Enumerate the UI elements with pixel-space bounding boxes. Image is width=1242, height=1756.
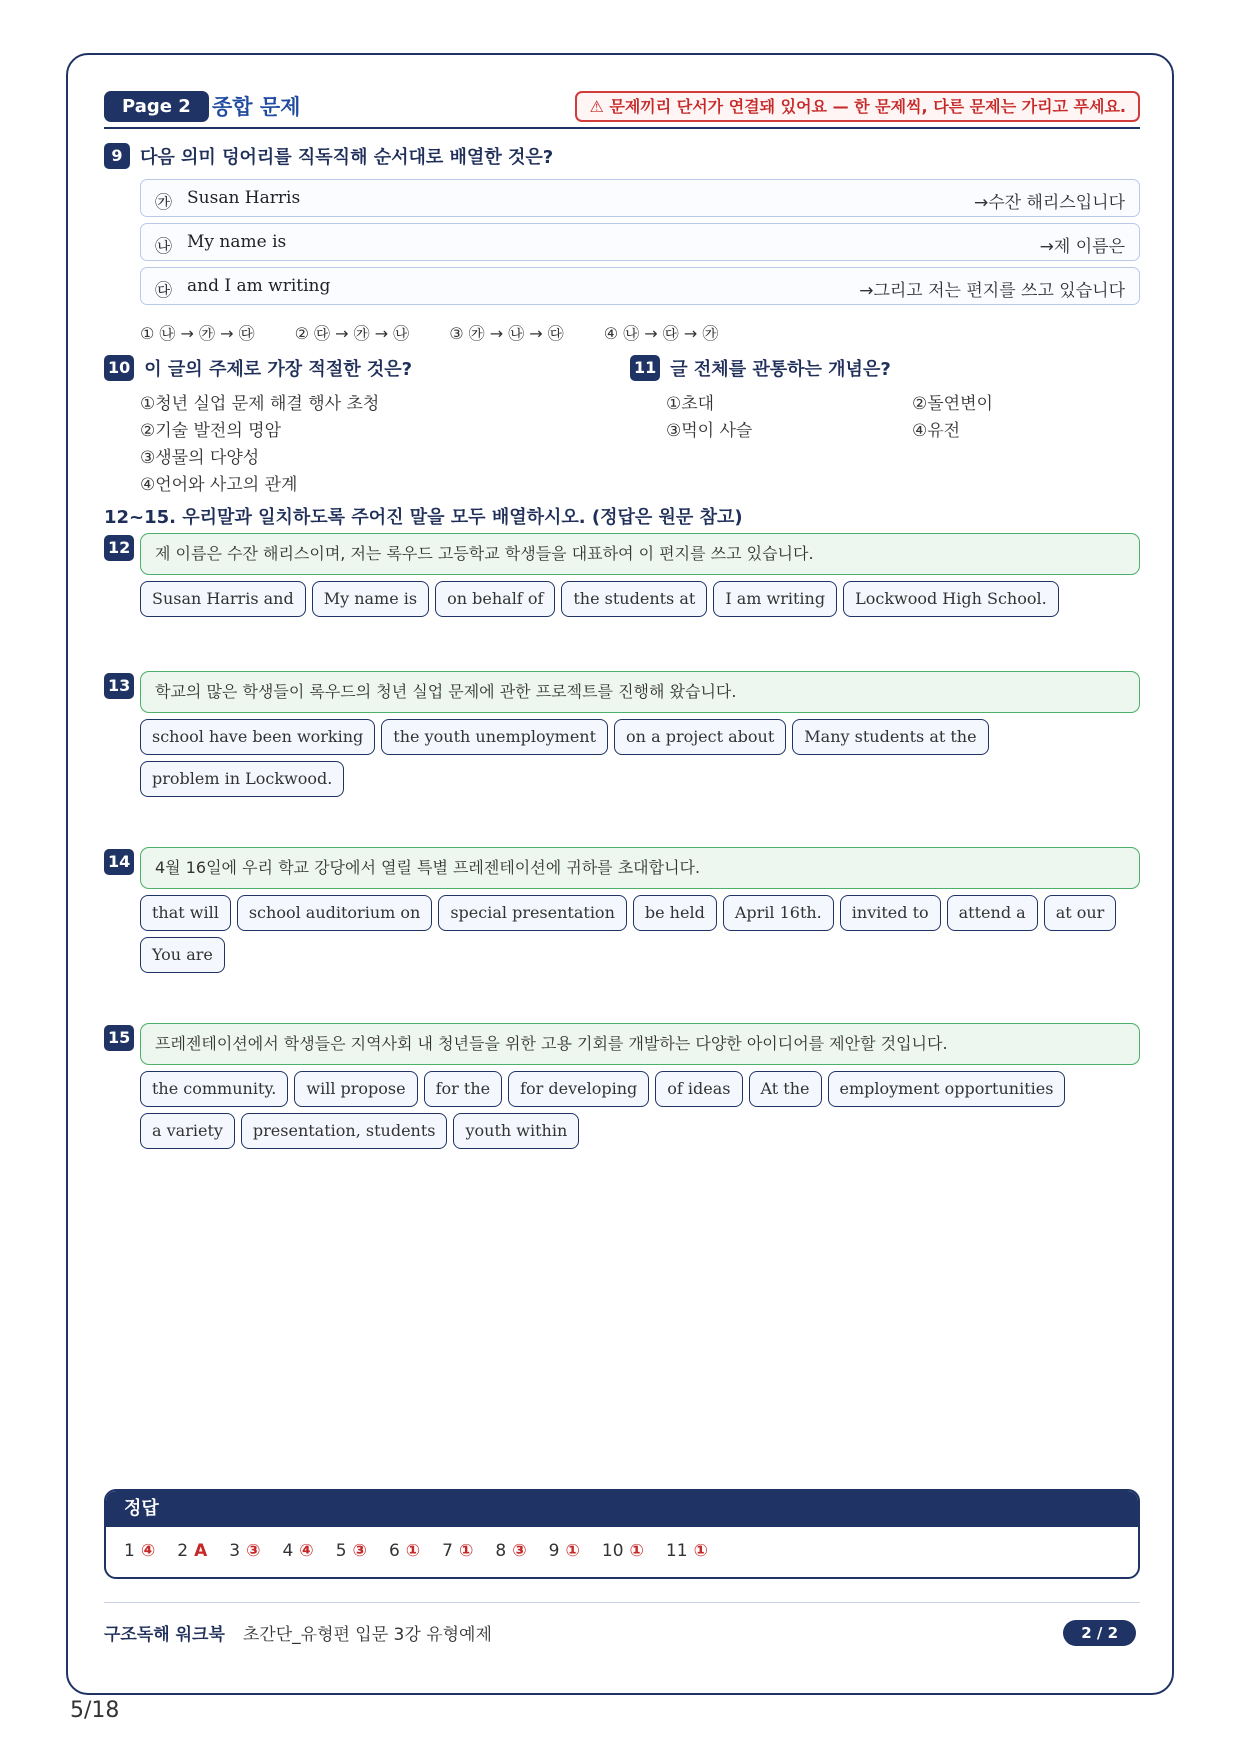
- word-chip[interactable]: At the: [749, 1071, 822, 1107]
- question-text: 이 글의 주제로 가장 적절한 것은?: [144, 359, 413, 380]
- question-number: 10: [104, 355, 134, 381]
- chunk-row: [140, 179, 1140, 217]
- chunk-korean: →수잔 해리스입니다: [973, 193, 1125, 213]
- answer-value: A: [194, 1541, 208, 1561]
- word-chip[interactable]: My name is: [312, 581, 429, 617]
- footer-brand: 구조독해 워크북: [104, 1625, 225, 1645]
- option-4[interactable]: ④유전: [912, 421, 961, 441]
- word-chip[interactable]: that will: [140, 895, 231, 931]
- answer-value: ④: [140, 1541, 156, 1561]
- answer-item: [124, 1541, 155, 1561]
- word-chip[interactable]: youth within: [453, 1113, 579, 1149]
- word-chip[interactable]: for the: [424, 1071, 503, 1107]
- option-1[interactable]: ① ㉯ → ㉮ → ㉰: [140, 324, 255, 343]
- option-4[interactable]: ④언어와 사고의 관계: [140, 475, 298, 495]
- answer-number: 2: [177, 1541, 189, 1561]
- question-number: 9: [104, 143, 130, 169]
- word-chip[interactable]: Many students at the: [792, 719, 988, 755]
- answer-item: [495, 1541, 526, 1561]
- answer-number: 4: [282, 1541, 294, 1561]
- answer-number: 11: [665, 1541, 688, 1561]
- option-2[interactable]: ②돌연변이: [912, 394, 993, 414]
- question-number: 13: [104, 673, 134, 699]
- word-chip[interactable]: problem in Lockwood.: [140, 761, 344, 797]
- footer-divider: [104, 1602, 1140, 1603]
- section-title: 12~15. 우리말과 일치하도록 주어진 말을 모두 배열하시오. (정답은 원문 참고): [104, 507, 743, 528]
- answer-number: 5: [335, 1541, 347, 1561]
- question-9-options: [140, 321, 718, 344]
- word-chip[interactable]: attend a: [947, 895, 1038, 931]
- answer-number: 3: [229, 1541, 241, 1561]
- answer-number: 8: [495, 1541, 507, 1561]
- chunk-english: Susan Harris: [187, 188, 301, 208]
- word-chip[interactable]: the students at: [561, 581, 707, 617]
- answer-item: [549, 1541, 580, 1561]
- question-text: 다음 의미 덩어리를 직독직해 순서대로 배열한 것은?: [140, 147, 554, 168]
- word-chip[interactable]: on behalf of: [435, 581, 555, 617]
- page-badge: Page 2: [104, 91, 209, 122]
- answer-value: ③: [512, 1541, 527, 1561]
- chunk-row: [140, 223, 1140, 261]
- answer-key-title: 정답: [106, 1491, 1138, 1527]
- answer-value: ①: [565, 1541, 580, 1561]
- question-number: 11: [630, 355, 660, 381]
- question-number: 12: [104, 535, 134, 561]
- page-title: 종합 문제: [212, 95, 301, 119]
- word-chips: [140, 895, 1150, 973]
- answer-number: 6: [388, 1541, 400, 1561]
- word-chip[interactable]: invited to: [840, 895, 941, 931]
- footer-text: [104, 1620, 492, 1645]
- answer-value: ④: [299, 1541, 314, 1561]
- page-counter: 5/18: [70, 1698, 120, 1723]
- word-chip[interactable]: school have been working: [140, 719, 375, 755]
- option-2[interactable]: ②기술 발전의 명암: [140, 421, 282, 441]
- word-chip[interactable]: the youth unemployment: [381, 719, 608, 755]
- word-chip[interactable]: special presentation: [438, 895, 627, 931]
- word-chip[interactable]: presentation, students: [241, 1113, 448, 1149]
- chunk-korean: →제 이름은: [1039, 237, 1125, 257]
- chunk-mark: ㉰: [155, 281, 172, 301]
- word-chip[interactable]: employment opportunities: [828, 1071, 1066, 1107]
- question-10-header: [104, 355, 412, 381]
- word-chip[interactable]: the community.: [140, 1071, 288, 1107]
- chunk-mark: ㉮: [155, 193, 172, 213]
- answer-item: [282, 1541, 313, 1561]
- answer-value: ③: [352, 1541, 367, 1561]
- word-chip[interactable]: Lockwood High School.: [843, 581, 1059, 617]
- option-3[interactable]: ③생물의 다양성: [140, 448, 260, 468]
- question-11-header: [630, 355, 891, 381]
- answer-item: [389, 1541, 420, 1561]
- option-3[interactable]: ③먹이 사슬: [666, 421, 753, 441]
- answer-value: ③: [246, 1541, 261, 1561]
- chunk-english: My name is: [187, 232, 287, 252]
- answer-item: [602, 1541, 644, 1561]
- answer-list: [106, 1527, 1138, 1561]
- answer-number: 1: [124, 1541, 135, 1561]
- korean-sentence-box: 제 이름은 수잔 해리스이며, 저는 록우드 고등학교 학생들을 대표하여 이 편지를 쓰고 있습니다.: [140, 533, 1140, 575]
- warning-banner: ⚠ 문제끼리 단서가 연결돼 있어요 — 한 문제씩, 다른 문제는 가리고 푸세요.: [575, 91, 1140, 122]
- korean-sentence-box: 학교의 많은 학생들이 록우드의 청년 실업 문제에 관한 프로젝트를 진행해 왔습니다.: [140, 671, 1140, 713]
- option-3[interactable]: ③ ㉮ → ㉯ → ㉰: [449, 324, 564, 343]
- answer-value: ①: [405, 1541, 421, 1561]
- option-1[interactable]: ①초대: [666, 394, 715, 414]
- word-chip[interactable]: Susan Harris and: [140, 581, 306, 617]
- answer-value: ①: [629, 1541, 644, 1561]
- word-chip[interactable]: be held: [633, 895, 717, 931]
- chunk-row: [140, 267, 1140, 305]
- question-9-header: [104, 143, 553, 169]
- answer-item: [336, 1541, 367, 1561]
- word-chips: [140, 719, 1150, 797]
- question-number: 14: [104, 849, 134, 875]
- word-chip[interactable]: a variety: [140, 1113, 235, 1149]
- answer-number: 7: [442, 1541, 453, 1561]
- word-chips: [140, 581, 1150, 617]
- word-chip[interactable]: will propose: [294, 1071, 417, 1107]
- korean-sentence-box: 4월 16일에 우리 학교 강당에서 열릴 특별 프레젠테이션에 귀하를 초대합니다.: [140, 847, 1140, 889]
- footer-page-badge: 2 / 2: [1063, 1620, 1136, 1646]
- word-chip[interactable]: on a project about: [614, 719, 786, 755]
- word-chip[interactable]: You are: [140, 937, 225, 973]
- chunk-korean: →그리고 저는 편지를 쓰고 있습니다: [859, 281, 1125, 301]
- footer-subtitle: 초간단_유형편 입문 3강 유형예제: [242, 1625, 492, 1645]
- chunk-mark: ㉯: [155, 237, 172, 257]
- answer-number: 10: [601, 1541, 624, 1561]
- word-chips: [140, 1071, 1150, 1149]
- korean-sentence-box: 프레젠테이션에서 학생들은 지역사회 내 청년들을 위한 고용 기회를 개발하는 다양한 아이디어를 제안할 것입니다.: [140, 1023, 1140, 1065]
- answer-number: 9: [548, 1541, 560, 1561]
- answer-value: ①: [693, 1541, 708, 1561]
- word-chip[interactable]: for developing: [508, 1071, 649, 1107]
- word-chip[interactable]: at our: [1044, 895, 1117, 931]
- option-1[interactable]: ①청년 실업 문제 해결 행사 초청: [140, 394, 380, 414]
- answer-value: ①: [459, 1541, 474, 1561]
- option-4[interactable]: ④ ㉯ → ㉰ → ㉮: [603, 324, 719, 343]
- word-chip[interactable]: April 16th.: [723, 895, 834, 931]
- answer-item: [666, 1541, 708, 1561]
- word-chip[interactable]: school auditorium on: [237, 895, 432, 931]
- worksheet-page: [66, 53, 1174, 1695]
- page-header: [104, 91, 1140, 129]
- answer-item: [177, 1541, 207, 1561]
- answer-key: [104, 1489, 1140, 1579]
- answer-item: [229, 1541, 260, 1561]
- question-number: 15: [104, 1025, 134, 1051]
- chunk-english: and I am writing: [187, 276, 331, 296]
- question-text: 글 전체를 관통하는 개념은?: [670, 359, 891, 380]
- answer-item: [442, 1541, 473, 1561]
- option-2[interactable]: ② ㉰ → ㉮ → ㉯: [294, 324, 410, 343]
- word-chip[interactable]: I am writing: [713, 581, 837, 617]
- word-chip[interactable]: of ideas: [655, 1071, 742, 1107]
